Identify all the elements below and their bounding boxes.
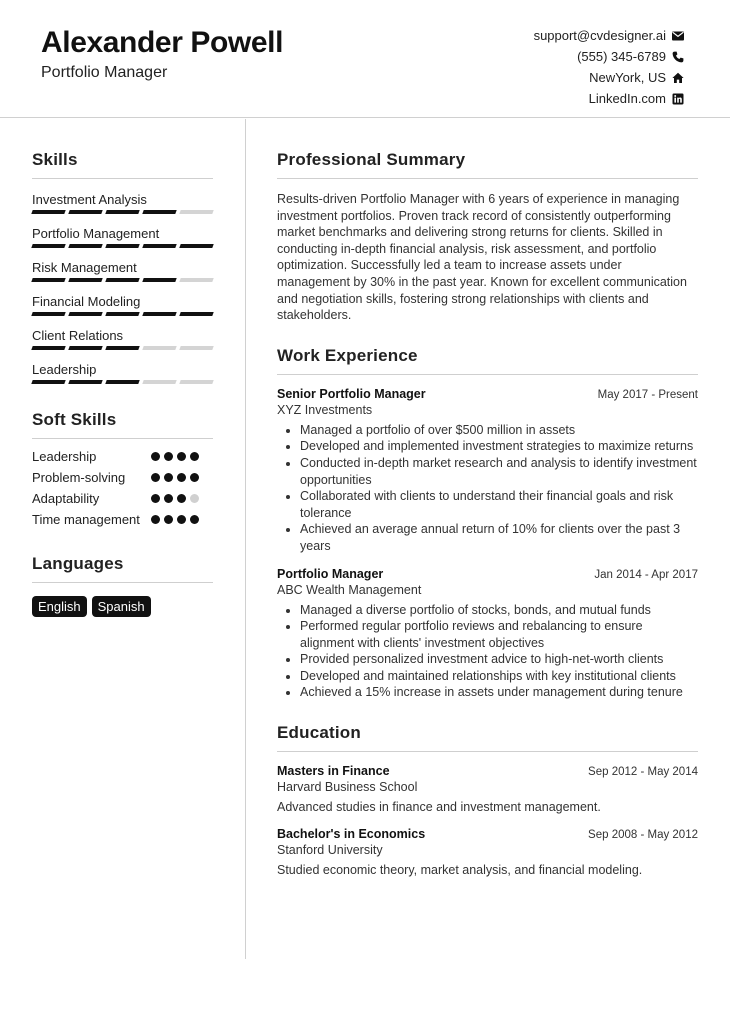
skill-level-bar (32, 346, 213, 351)
job-title: Portfolio Manager (277, 566, 384, 581)
skill-name: Leadership (32, 362, 97, 377)
skill-level-segment (142, 346, 176, 350)
skill-level-segment (142, 244, 176, 248)
languages-title: Languages (32, 554, 213, 583)
skill-item (32, 192, 213, 215)
skill-level-segment (68, 278, 102, 282)
skill-item (32, 294, 213, 317)
job-dates: Jan 2014 - Apr 2017 (594, 568, 698, 581)
soft-skill-rating (151, 469, 199, 482)
soft-skills-list (32, 448, 213, 528)
experience-section (277, 346, 698, 701)
language-badge: Spanish (92, 596, 151, 617)
soft-skill-name: Adaptability (32, 491, 100, 506)
job-entry (277, 387, 698, 555)
linkedin-icon (672, 93, 684, 105)
rating-dot (151, 473, 160, 482)
job-company: ABC Wealth Management (277, 582, 422, 597)
soft-skill-name: Problem-solving (32, 470, 126, 485)
job-bullet: • Conducted in-depth market research and analysis to identify investment opportunities (300, 455, 698, 488)
soft-skill-item (32, 490, 213, 507)
candidate-name: Alexander Powell (41, 26, 284, 59)
column-divider (245, 119, 246, 959)
rating-dot (151, 452, 160, 461)
skill-level-bar (32, 312, 213, 317)
skill-level-bar (32, 210, 213, 215)
contact-list (534, 25, 684, 109)
job-title: Senior Portfolio Manager (277, 386, 426, 401)
education-degree: Bachelor's in Economics (277, 827, 426, 842)
skill-level-segment (105, 312, 139, 316)
soft-skill-rating (151, 490, 199, 503)
contact-phone-text[interactable]: (555) 345-6789 (577, 49, 666, 64)
skill-level-segment (179, 346, 213, 350)
skill-level-segment (179, 312, 213, 316)
rating-dot (164, 515, 173, 524)
job-dates: May 2017 - Present (597, 388, 698, 401)
contact-email[interactable] (534, 25, 684, 46)
envelope-icon (672, 30, 684, 42)
rating-dot (190, 515, 199, 524)
contact-location-text: NewYork, US (589, 70, 666, 85)
soft-skills-title: Soft Skills (32, 410, 213, 439)
job-bullet: • Provided personalized investment advice to high-net-worth clients (300, 651, 698, 668)
job-bullet: • Developed and implemented investment strategies to maximize returns (300, 438, 698, 455)
resume-header (0, 0, 730, 118)
rating-dot (164, 473, 173, 482)
main-content (277, 150, 698, 878)
rating-dot (190, 473, 199, 482)
summary-title: Professional Summary (277, 150, 698, 179)
skill-level-segment (105, 244, 139, 248)
skills-list (32, 192, 213, 385)
education-entry (277, 764, 698, 815)
job-company: XYZ Investments (277, 402, 373, 417)
job-header (277, 567, 698, 581)
education-entry (277, 827, 698, 878)
skill-level-segment (142, 312, 176, 316)
rating-dot (177, 494, 186, 503)
skill-name: Risk Management (32, 260, 137, 275)
education-header (277, 764, 698, 778)
sidebar (32, 150, 213, 617)
education-dates: Sep 2012 - May 2014 (588, 766, 698, 779)
education-description: Advanced studies in finance and investment management. (277, 800, 601, 815)
rating-dot (177, 473, 186, 482)
rating-dot (151, 515, 160, 524)
skill-level-segment (31, 244, 65, 248)
education-school: Harvard Business School (277, 780, 418, 795)
rating-dot (190, 494, 199, 503)
skill-level-segment (31, 312, 65, 316)
skills-title: Skills (32, 150, 213, 179)
skill-item (32, 362, 213, 385)
skill-level-segment (179, 244, 213, 248)
skill-level-segment (105, 210, 139, 214)
skill-level-segment (142, 210, 176, 214)
soft-skill-rating (151, 448, 199, 461)
phone-icon (672, 51, 684, 63)
skill-level-segment (179, 278, 213, 282)
skill-level-segment (179, 380, 213, 384)
job-bullet: • Achieved a 15% increase in assets under management during tenure (300, 684, 698, 701)
skill-level-bar (32, 380, 213, 385)
contact-linkedin-text[interactable]: LinkedIn.com (588, 91, 666, 106)
job-bullet: • Collaborated with clients to understand their financial goals and risk tolerance (300, 488, 698, 521)
skill-level-segment (105, 380, 139, 384)
soft-skill-item (32, 511, 213, 528)
job-bullet: • Performed regular portfolio reviews and rebalancing to ensure alignment with clients' investment objectives (300, 618, 698, 651)
skill-level-bar (32, 244, 213, 249)
jobs-list (277, 387, 698, 701)
summary-section (277, 150, 698, 324)
skill-name: Portfolio Management (32, 226, 160, 241)
soft-skill-rating (151, 511, 199, 524)
contact-linkedin[interactable] (534, 88, 684, 109)
rating-dot (151, 494, 160, 503)
skill-level-segment (142, 380, 176, 384)
contact-email-text[interactable]: support@cvdesigner.ai (533, 28, 666, 43)
skill-level-segment (68, 312, 102, 316)
skill-item (32, 328, 213, 351)
skill-name: Client Relations (32, 328, 124, 343)
education-list (277, 764, 698, 878)
skill-level-segment (68, 346, 102, 350)
education-description: Studied economic theory, market analysis, and financial modeling. (277, 863, 643, 878)
skill-item (32, 260, 213, 283)
skill-level-segment (68, 244, 102, 248)
education-section (277, 723, 698, 878)
skill-level-segment (31, 210, 65, 214)
skill-level-segment (31, 278, 65, 282)
soft-skill-name: Leadership (32, 449, 97, 464)
home-icon (672, 72, 684, 84)
languages-list (32, 596, 213, 617)
contact-phone[interactable] (534, 46, 684, 67)
experience-title: Work Experience (277, 346, 698, 375)
job-bullet: • Developed and maintained relationships with key institutional clients (300, 668, 698, 685)
contact-location (534, 67, 684, 88)
education-degree: Masters in Finance (277, 764, 390, 779)
skill-name: Financial Modeling (32, 294, 141, 309)
skill-level-segment (68, 210, 102, 214)
soft-skill-item (32, 469, 213, 486)
job-entry (277, 567, 698, 702)
job-bullet: • Managed a portfolio of over $500 million in assets (300, 422, 698, 439)
skill-level-segment (105, 346, 139, 350)
rating-dot (164, 494, 173, 503)
education-header (277, 827, 698, 841)
rating-dot (190, 452, 199, 461)
skill-level-bar (32, 278, 213, 283)
soft-skill-name: Time management (32, 512, 140, 527)
job-bullets (277, 422, 698, 555)
skill-level-segment (105, 278, 139, 282)
skill-level-segment (179, 210, 213, 214)
rating-dot (164, 452, 173, 461)
education-dates: Sep 2008 - May 2012 (588, 829, 698, 842)
job-bullet: • Managed a diverse portfolio of stocks, bonds, and mutual funds (300, 602, 698, 619)
job-bullets (277, 602, 698, 702)
language-badge: English (32, 596, 87, 617)
skill-level-segment (142, 278, 176, 282)
rating-dot (177, 515, 186, 524)
summary-text: Results-driven Portfolio Manager with 6 years of experience in managing investment portfolios. Proven track record of consistently outperforming market benchmarks and delivering strong returns for clients. Skilled in conducting in-depth financial analysis, risk assessment, and portfolio optimization. Successfully led a team to increase assets under management by 30% in the past year. Known for excellent communication and negotiation skills, fostering strong relationships with clients and stakeholders. (277, 192, 687, 323)
rating-dot (177, 452, 186, 461)
skill-item (32, 226, 213, 249)
education-title: Education (277, 723, 698, 752)
candidate-role: Portfolio Manager (41, 64, 168, 81)
skill-level-segment (31, 346, 65, 350)
skill-level-segment (31, 380, 65, 384)
soft-skill-item (32, 448, 213, 465)
education-school: Stanford University (277, 843, 383, 858)
job-bullet: • Achieved an average annual return of 10% for clients over the past 3 years (300, 521, 698, 554)
skill-name: Investment Analysis (32, 192, 147, 207)
job-header (277, 387, 698, 401)
skill-level-segment (68, 380, 102, 384)
